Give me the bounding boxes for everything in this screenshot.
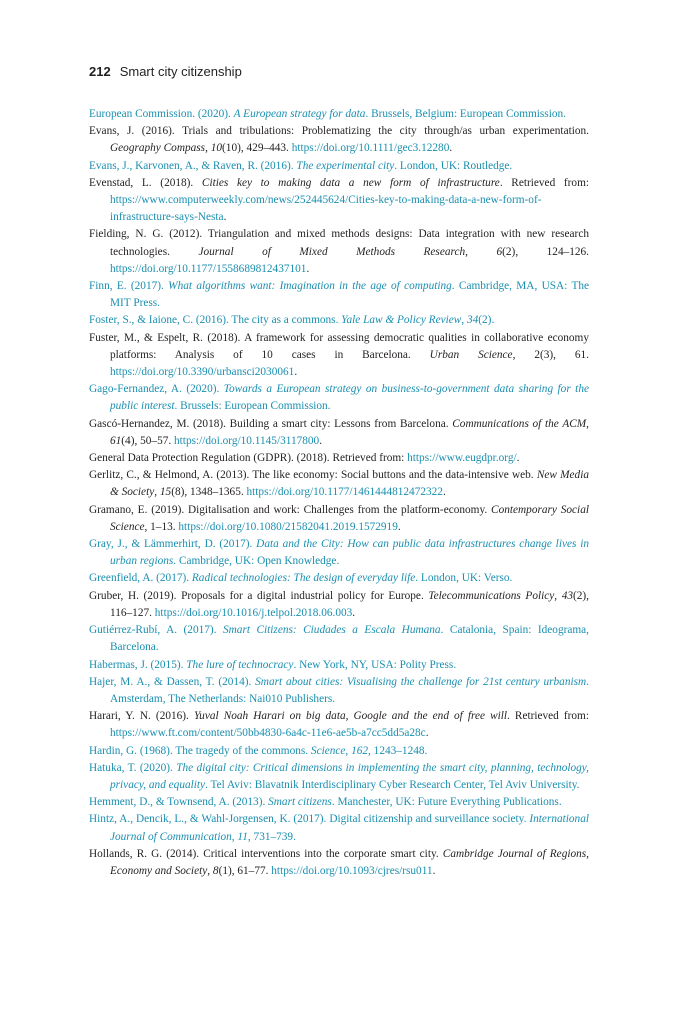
reference-text: Habermas, J. (2015). [89,658,187,671]
reference-entry [89,123,589,157]
reference-entry[interactable] [89,743,589,760]
reference-text: . [294,366,298,379]
reference-italic-text: The digital city: Critical dimensions in implementing the smart city, planning, technology, privacy, and equality [110,761,589,791]
reference-text: (1), 61–77. [218,864,272,877]
reference-text: Harari, Y. N. (2016). [89,710,194,723]
reference-text: (10), 429–443. [222,142,292,155]
reference-doi-link[interactable]: https://www.eugdpr.org/ [407,452,517,465]
reference-text: Greenfield, A. (2017). [89,572,192,585]
reference-italic-text: Radical technologies: The design of everyday life [191,572,416,585]
reference-text: . London, UK: Routledge. [394,159,513,172]
reference-text: Hajer, M. A., & Dassen, T. (2014). [89,675,256,688]
reference-doi-link[interactable]: https://doi.org/10.1145/3117800 [174,434,320,447]
running-header [89,64,242,79]
reference-text: . [516,452,520,465]
reference-text: (2), 116–127. [110,589,589,619]
reference-italic-text: New Media & Society [110,469,589,499]
reference-text: . [223,211,227,224]
reference-doi-link[interactable]: https://doi.org/10.1080/21582041.2019.1572919 [178,520,398,533]
reference-doi-link[interactable]: https://doi.org/10.1111/gec3.12280 [291,142,450,155]
reference-italic-text: 10 [210,142,223,155]
reference-text: , [554,589,562,602]
reference-entry[interactable] [89,657,589,674]
reference-text: (8), 1348–1365. [171,486,247,499]
reference-text: Gray, J., & Lämmerhirt, D. (2017). [89,538,257,551]
reference-text: . Amsterdam, The Netherlands: Nai010 Publishers. [110,675,589,705]
reference-text: Gruber, H. (2019). Proposals for a digital industrial policy for Europe. [89,589,429,602]
reference-text: . [352,606,356,619]
reference-entry [89,175,589,227]
reference-italic-text: Data and the City: How can public data infrastructures change lives in urban regions [110,538,589,568]
reference-doi-link[interactable]: https://doi.org/10.1093/cjres/rsu011 [271,864,433,877]
reference-entry[interactable] [89,312,589,329]
reference-italic-text: The experimental city [296,159,395,172]
reference-italic-text: 15 [159,486,172,499]
reference-italic-text: Cities key to making data a new form of infrastructure [201,176,500,189]
reference-entry [89,330,589,382]
reference-italic-text: What algorithms want: Imagination in the age of computing [168,280,452,293]
reference-text: . [397,520,401,533]
reference-text: . New York, NY, USA: Polity Press. [293,658,457,671]
reference-text: . Brussels, Belgium: European Commission. [365,108,566,120]
reference-doi-link[interactable]: https://www.computerweekly.com/news/252445624/Cities-key-to-making-data-a-new-form-of-infrastructure-says-Nesta [110,194,542,224]
reference-entry[interactable] [89,760,589,794]
reference-entry [89,450,589,467]
reference-text: Hollands, R. G. (2014). Critical interventions into the corporate smart city. [89,847,443,860]
reference-text: Evans, J. (2016). Trials and tribulations: Problematizing the city through/as urban experimentation. [89,125,589,138]
reference-text: Fielding, N. G. (2012). Triangulation and mixed methods designs: Data integration with new research technologies. [89,228,589,258]
reference-italic-text: Yuval Noah Harari on big data, Google and the end of free will [193,710,508,723]
reference-text: . London, UK: Verso. [415,572,513,585]
reference-text: . Catalonia, Spain: Ideograma, Barcelona. [110,624,590,654]
reference-italic-text: Contemporary Social Science [110,503,589,533]
reference-italic-text: Cambridge Journal of Regions, Economy and Society [110,847,589,877]
reference-italic-text: The lure of technocracy [186,658,294,671]
reference-italic-text: Smart Citizens: Ciudades a Escala Humana [222,624,441,637]
page-number: 212 [89,64,111,79]
reference-doi-link[interactable]: https://doi.org/10.3390/urbansci2030061 [110,366,295,379]
reference-text: . Manchester, UK: Future Everything Publications. [331,796,562,809]
reference-text: . Retrieved from: [507,710,589,723]
reference-entry[interactable] [89,794,589,811]
reference-entry[interactable] [89,811,589,845]
reference-text: , [231,830,238,843]
reference-entry[interactable] [89,158,589,175]
reference-text: General Data Protection Regulation (GDPR). (2018). Retrieved from: [89,452,408,465]
reference-italic-text: Urban Science [429,348,513,361]
reference-text: Hemment, D., & Townsend, A. (2013). [89,796,269,809]
reference-text: , [586,417,589,430]
reference-italic-text: Towards a European strategy on business-to-government data sharing for the public interest [110,383,589,413]
reference-italic-text: 11 [237,830,248,843]
reference-text: . Cambridge, MA, USA: The MIT Press. [110,280,590,310]
reference-entry [89,708,589,742]
reference-text: , [154,486,160,499]
reference-text: , 1243–1248. [368,744,428,757]
reference-text: Evenstad, L. (2018). [89,176,202,189]
reference-text: Gago-Fernandez, A. (2020). [89,383,224,396]
reference-text: , [205,142,211,155]
reference-entry [89,467,589,501]
reference-doi-link[interactable]: https://doi.org/10.1177/1461444812472322 [246,486,443,499]
reference-text: , 1–13. [144,520,179,533]
reference-text: . [319,434,323,447]
reference-text: . [306,262,310,275]
reference-italic-text: Yale Law & Policy Review [341,314,462,327]
reference-italic-text: Science [310,744,346,757]
reference-entry[interactable] [89,674,589,708]
reference-italic-text: Smart about cities: Visualising the challenge for 21st century urbanism [255,675,587,688]
reference-text: , [207,864,213,877]
reference-entry[interactable] [89,381,589,415]
reference-text: . Tel Aviv: Blavatnik Interdisciplinary Cyber Research Center, Tel Aviv University. [205,778,580,791]
reference-italic-text: 162 [351,744,369,757]
reference-text: Gascó-Hernandez, M. (2018). Building a smart city: Lessons from Barcelona. [89,417,453,430]
reference-entry [89,588,589,622]
reference-entry[interactable] [89,622,589,656]
reference-text: . [442,486,446,499]
reference-text: Gramano, E. (2019). Digitalisation and work: Challenges from the platform-economy. [89,503,492,516]
reference-italic-text: Journal of Mixed Methods Research [198,245,466,258]
reference-text: . Retrieved from: [499,176,589,189]
reference-entry [89,416,589,450]
reference-italic-text: A European strategy for data [233,108,366,120]
reference-italic-text: 34 [466,314,479,327]
reference-italic-text: 6 [496,245,503,258]
reference-list [89,106,589,880]
reference-text: , [345,744,352,757]
reference-text: , 731–739. [247,830,296,843]
reference-entry [89,226,589,278]
reference-text: . [425,727,429,740]
reference-italic-text: 8 [212,864,219,877]
reference-text: European Commission. (2020). [89,108,234,120]
reference-text: , [461,314,467,327]
reference-entry [89,846,589,880]
reference-italic-text: 43 [561,589,573,602]
reference-text: Finn, E. (2017). [89,280,169,293]
reference-text: (2), 124–126. [502,245,590,258]
reference-doi-link[interactable]: https://doi.org/10.1177/1558689812437101 [110,262,307,275]
reference-text: Gutiérrez-Rubí, A. (2017). [89,624,223,637]
reference-entry[interactable] [89,536,589,570]
reference-text: , [465,245,497,258]
reference-italic-text: International Journal of Communication [110,813,589,843]
reference-text: . [449,142,453,155]
reference-text: . [432,864,436,877]
reference-text: (4), 50–57. [121,434,175,447]
reference-text: Foster, S., & Iaione, C. (2016). The city as a commons. [89,314,342,327]
reference-text: Hatuka, T. (2020). [89,761,177,774]
reference-entry [89,502,589,536]
reference-text: Hardin, G. (1968). The tragedy of the commons. [89,744,311,757]
reference-doi-link[interactable]: https://doi.org/10.1016/j.telpol.2018.06.003 [154,606,353,619]
reference-entry[interactable] [89,278,589,312]
reference-text: Evans, J., Karvonen, A., & Raven, R. (2016). [89,159,297,172]
reference-text: . Cambridge, UK: Open Knowledge. [173,555,340,568]
reference-entry[interactable] [89,106,589,123]
reference-text: . Brussels: European Commission. [174,400,331,413]
reference-doi-link[interactable]: https://www.ft.com/content/50bb4830-6a4c-11e6-ae5b-a7cc5dd5a28c [110,727,426,740]
reference-italic-text: Communications of the ACM [452,417,587,430]
reference-text: (2). [478,314,495,327]
running-title: Smart city citizenship [119,64,242,79]
reference-text: , 2(3), 61. [512,348,589,361]
reference-text: Gerlitz, C., & Helmond, A. (2013). The like economy: Social buttons and the data-intensive web. [89,469,537,482]
reference-entry[interactable] [89,570,589,587]
reference-italic-text: 61 [110,434,122,447]
reference-text: Hintz, A., Dencik, L., & Wahl-Jorgensen, K. (2017). Digital citizenship and surveillance society. [89,813,530,826]
reference-italic-text: Smart citizens [268,796,332,809]
reference-italic-text: Telecommunications Policy [428,589,555,602]
reference-text: Fuster, M., & Espelt, R. (2018). A framework for assessing democratic qualities in collaborative economy platforms: Analysis of 10 cases in Barcelona. [89,331,589,361]
reference-italic-text: Geography Compass [110,142,206,155]
